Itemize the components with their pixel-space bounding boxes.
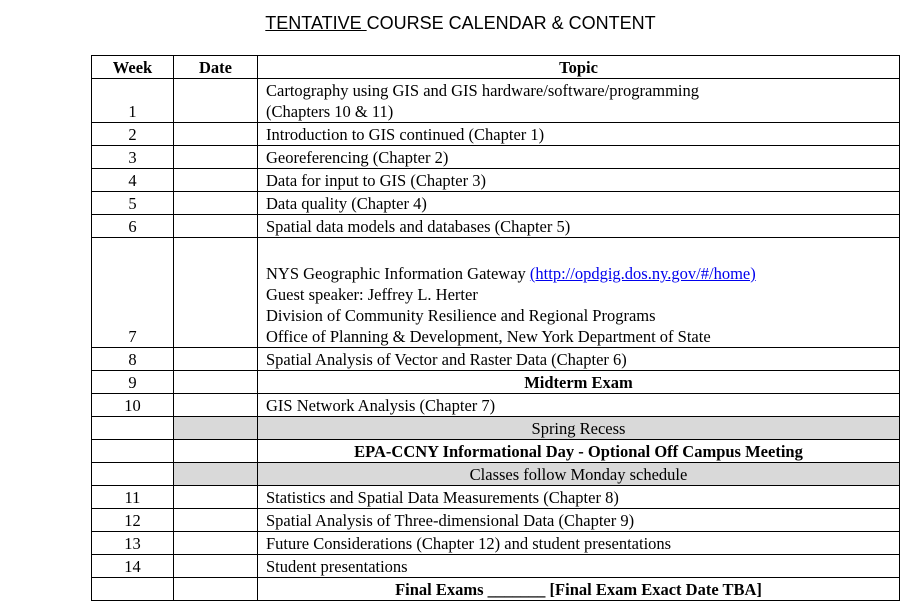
topic-line: Guest speaker: Jeffrey L. Herter (266, 285, 478, 304)
week-cell: 9 (92, 371, 174, 394)
topic-line: Cartography using GIS and GIS hardware/software/programming (266, 81, 700, 100)
epa-day-cell: EPA-CCNY Informational Day - Optional Off Campus Meeting (258, 440, 900, 463)
date-cell (174, 348, 258, 371)
spring-recess-cell: Spring Recess (258, 417, 900, 440)
week-cell: 10 (92, 394, 174, 417)
week-cell: 14 (92, 555, 174, 578)
topic-cell (258, 238, 900, 348)
table-row (92, 123, 900, 146)
week-cell (92, 417, 174, 440)
table-row (92, 509, 900, 532)
week-cell: 7 (92, 238, 174, 348)
week-cell: 5 (92, 192, 174, 215)
date-cell (174, 146, 258, 169)
topic-cell: Introduction to GIS continued (Chapter 1) (258, 123, 900, 146)
header-row (92, 56, 900, 79)
table-row (92, 394, 900, 417)
topic-cell: Georeferencing (Chapter 2) (258, 146, 900, 169)
date-cell (174, 215, 258, 238)
header-date: Date (174, 56, 258, 79)
week-cell: 11 (92, 486, 174, 509)
topic-cell: Spatial data models and databases (Chapter 5) (258, 215, 900, 238)
table-row (92, 440, 900, 463)
topic-cell: Spatial Analysis of Vector and Raster Data (Chapter 6) (258, 348, 900, 371)
table-row (92, 555, 900, 578)
table-row (92, 463, 900, 486)
header-topic: Topic (258, 56, 900, 79)
course-calendar-table (91, 55, 900, 601)
topic-line: (Chapters 10 & 11) (266, 102, 394, 121)
topic-cell: Data for input to GIS (Chapter 3) (258, 169, 900, 192)
table-row (92, 192, 900, 215)
date-cell (174, 555, 258, 578)
table-row (92, 79, 900, 123)
topic-cell: Future Considerations (Chapter 12) and student presentations (258, 532, 900, 555)
date-cell (174, 486, 258, 509)
date-cell (174, 532, 258, 555)
gateway-label: NYS Geographic Information Gateway (266, 264, 530, 283)
week-cell: 13 (92, 532, 174, 555)
date-cell (174, 79, 258, 123)
week-cell: 8 (92, 348, 174, 371)
topic-cell: Spatial Analysis of Three-dimensional Data (Chapter 9) (258, 509, 900, 532)
table-row (92, 238, 900, 348)
topic-cell: Data quality (Chapter 4) (258, 192, 900, 215)
gateway-link[interactable]: (http://opdgig.dos.ny.gov/#/home) (529, 264, 756, 283)
date-cell (174, 169, 258, 192)
date-cell (174, 192, 258, 215)
date-cell (174, 578, 258, 601)
final-exams-cell: Final Exams _______ [Final Exam Exact Date TBA] (258, 578, 900, 601)
header-week: Week (92, 56, 174, 79)
week-cell: 3 (92, 146, 174, 169)
table-row (92, 215, 900, 238)
midterm-exam-cell: Midterm Exam (258, 371, 900, 394)
table-row (92, 578, 900, 601)
title-rest: COURSE CALENDAR & CONTENT (366, 13, 656, 33)
date-cell (174, 394, 258, 417)
table-row (92, 486, 900, 509)
table-row (92, 348, 900, 371)
week-cell (92, 440, 174, 463)
date-cell (174, 440, 258, 463)
topic-line (266, 263, 891, 284)
table-row (92, 146, 900, 169)
week-cell: 4 (92, 169, 174, 192)
date-cell (174, 123, 258, 146)
topic-cell (258, 79, 900, 123)
monday-schedule-cell: Classes follow Monday schedule (258, 463, 900, 486)
date-cell (174, 371, 258, 394)
table-row (92, 169, 900, 192)
date-cell (174, 417, 258, 440)
date-cell (174, 463, 258, 486)
topic-line: Division of Community Resilience and Regional Programs (266, 306, 656, 325)
topic-cell: GIS Network Analysis (Chapter 7) (258, 394, 900, 417)
table-row (92, 371, 900, 394)
week-cell: 2 (92, 123, 174, 146)
date-cell (174, 509, 258, 532)
week-cell (92, 578, 174, 601)
date-cell (174, 238, 258, 348)
topic-line: Office of Planning & Development, New York Department of State (266, 327, 711, 346)
table-row (92, 417, 900, 440)
week-cell: 12 (92, 509, 174, 532)
table-row (92, 532, 900, 555)
week-cell: 6 (92, 215, 174, 238)
week-cell: 1 (92, 79, 174, 123)
topic-cell: Statistics and Spatial Data Measurements (Chapter 8) (258, 486, 900, 509)
page-title (0, 13, 921, 34)
topic-cell: Student presentations (258, 555, 900, 578)
week-cell (92, 463, 174, 486)
title-tentative: TENTATIVE (265, 13, 367, 33)
